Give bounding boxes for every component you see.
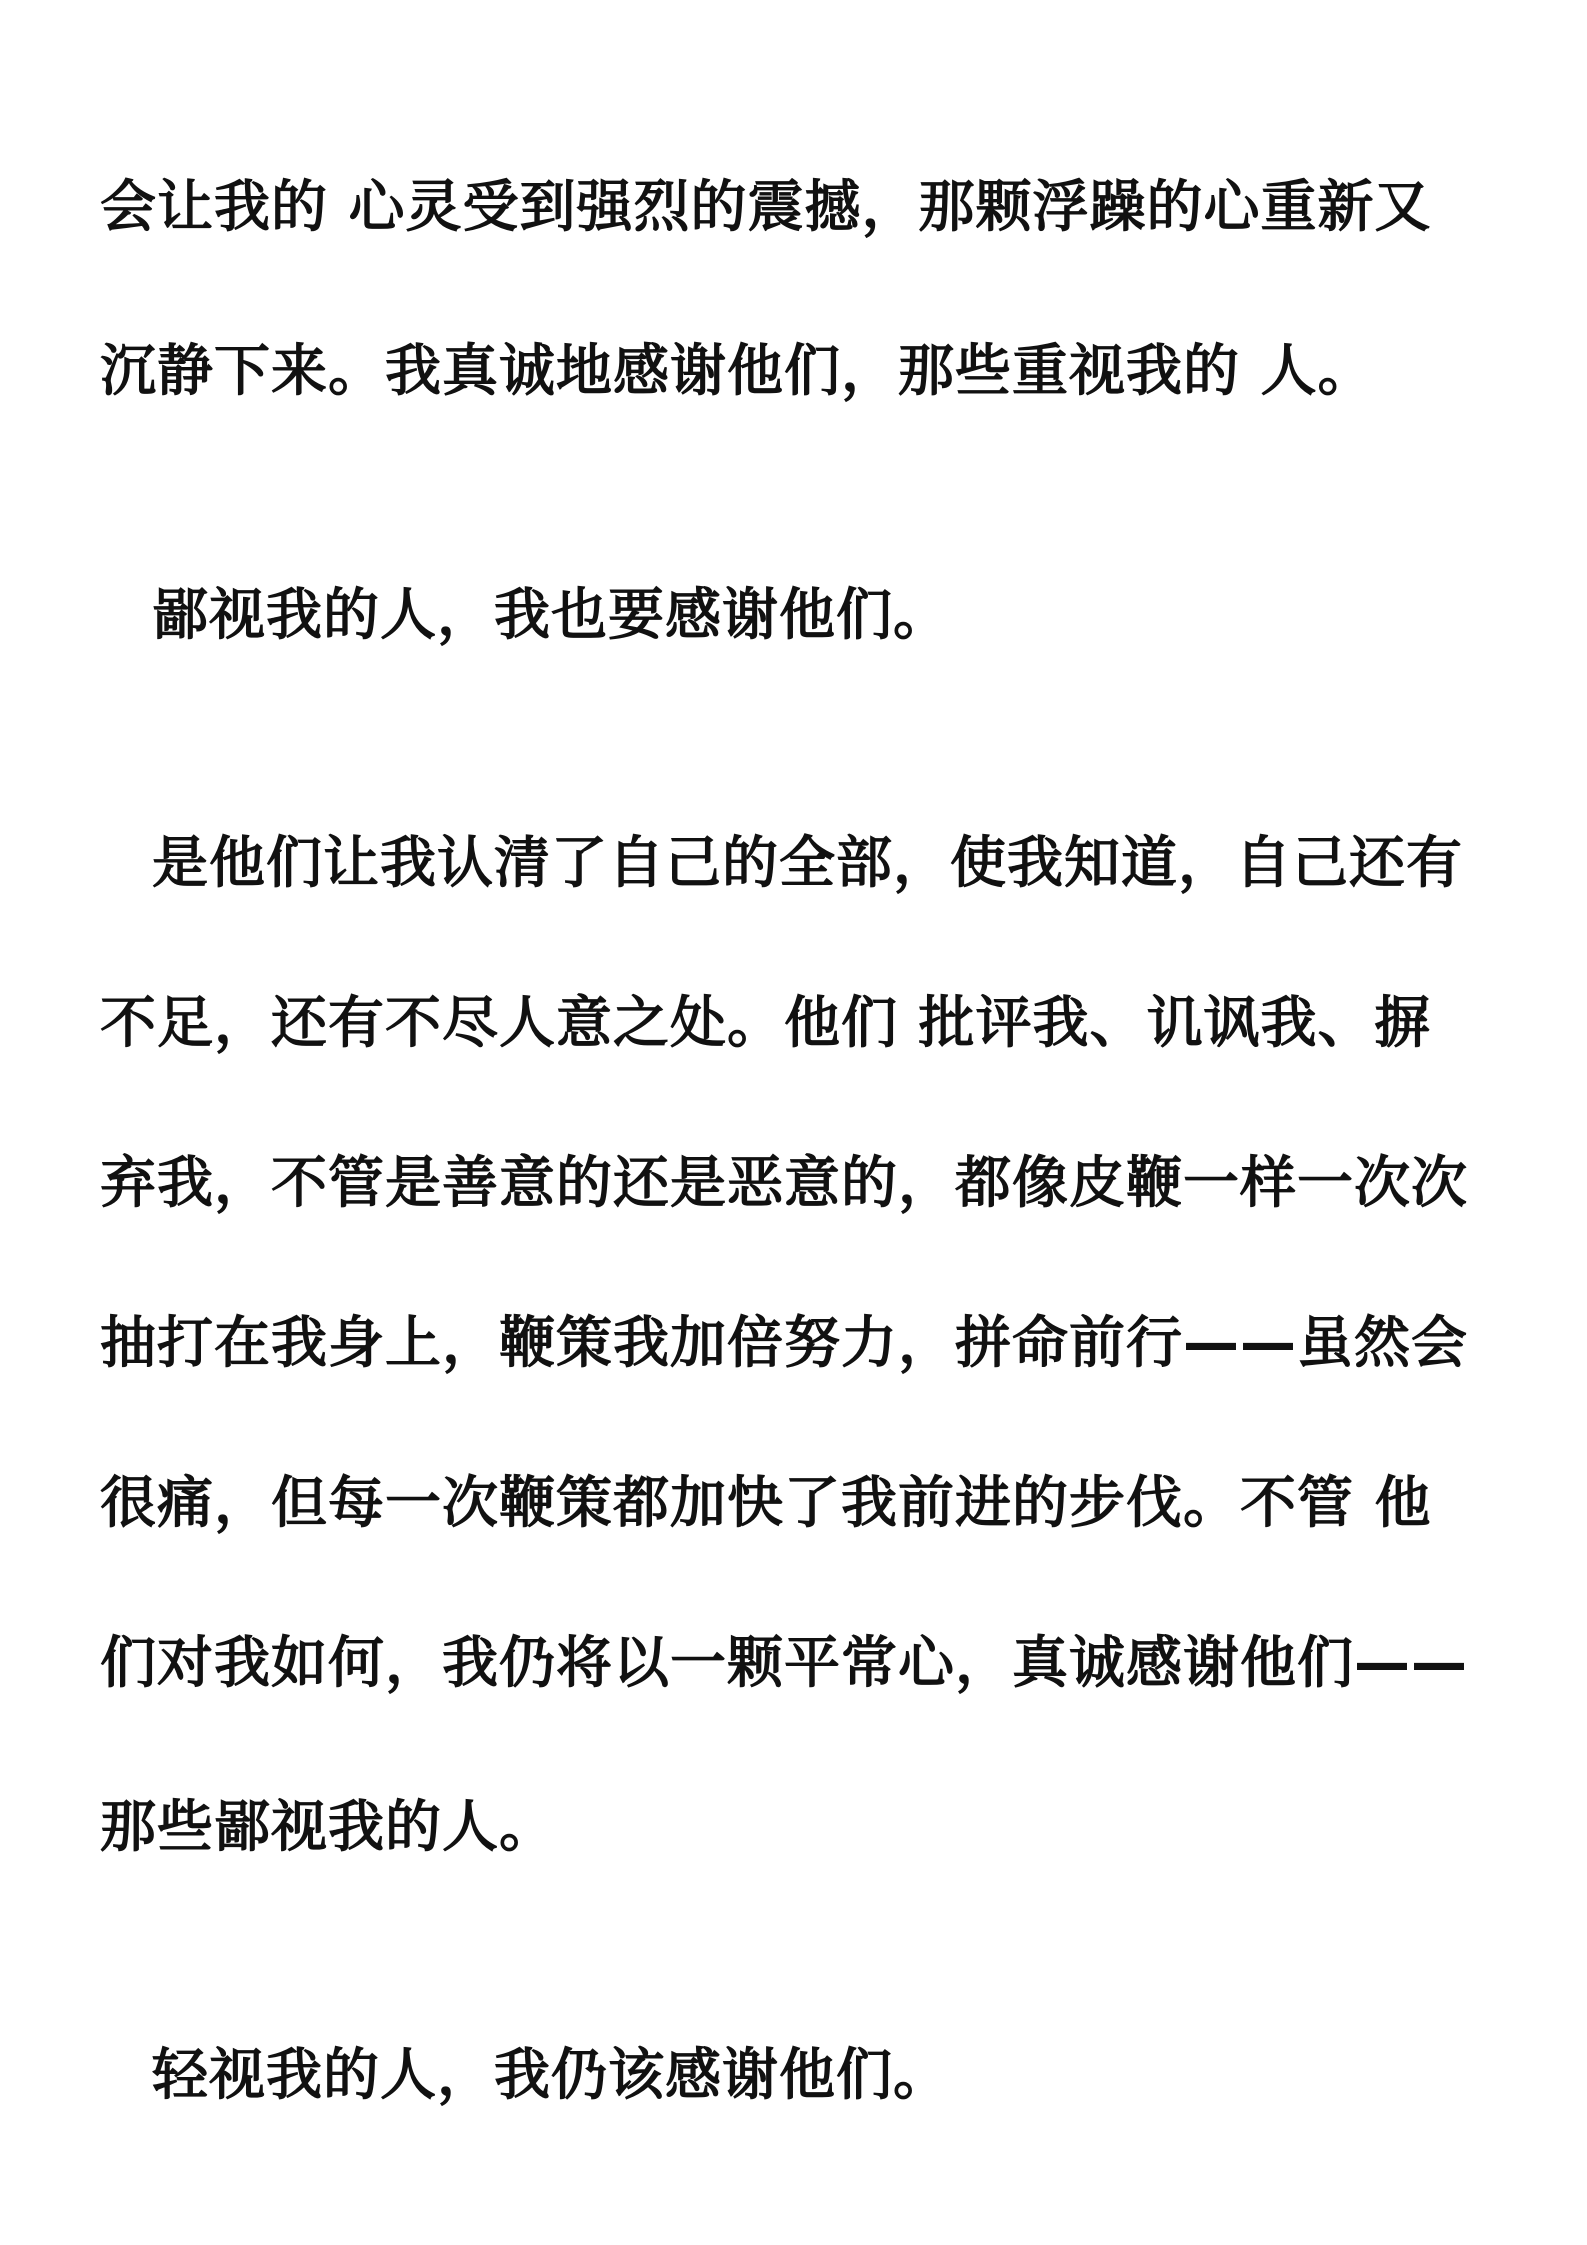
paragraph-line: 很痛，但每一次鞭策都加快了我前进的步伐。不管 他 — [100, 1471, 1432, 1536]
paragraph-line: 会让我的 心灵受到强烈的震撼，那颗浮躁的心重新又 — [100, 175, 1432, 240]
paragraph-line: 弃我，不管是善意的还是恶意的，都像皮鞭一样一次次 — [100, 1151, 1468, 1216]
paragraph-line: 们对我如何，我仍将以一颗平常心，真诚感谢他们—— — [100, 1631, 1468, 1696]
paragraph-heading: 鄙视我的人，我也要感谢他们。 — [152, 583, 950, 648]
paragraph-line: 那些鄙视我的人。 — [100, 1795, 556, 1860]
paragraph-line: 是他们让我认清了自己的全部，使我知道，自己还有 — [152, 831, 1463, 896]
paragraph-line: 沉静下来。我真诚地感谢他们，那些重视我的 人。 — [100, 339, 1375, 404]
paragraph-heading: 轻视我的人，我仍该感谢他们。 — [152, 2043, 950, 2108]
paragraph-line: 抽打在我身上，鞭策我加倍努力，拼命前行——虽然会 — [100, 1311, 1468, 1376]
paragraph-line: 不足，还有不尽人意之处。他们 批评我、讥讽我、摒 — [100, 991, 1432, 1056]
